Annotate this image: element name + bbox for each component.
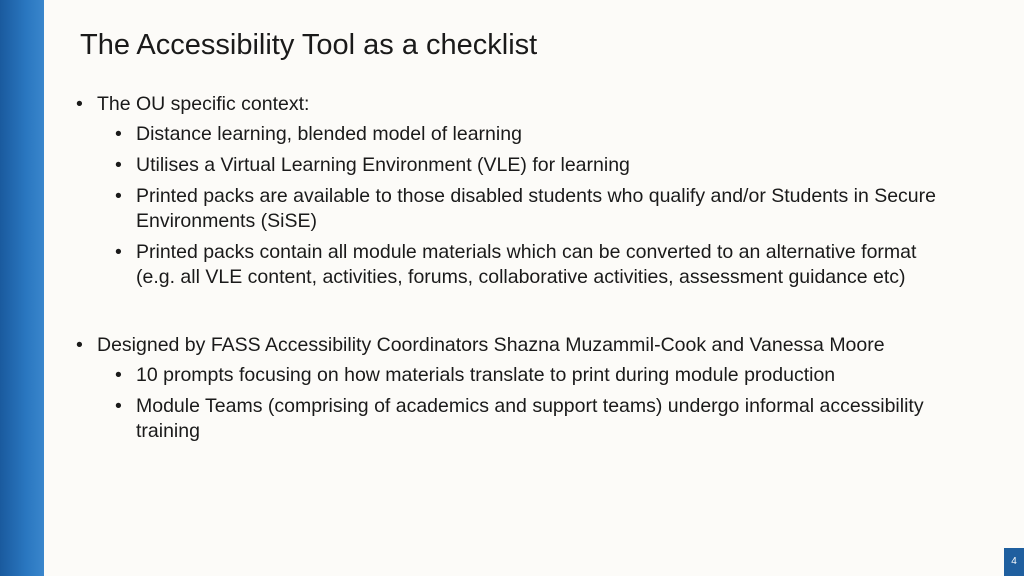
page-number-badge: 4 — [1004, 548, 1024, 576]
sub-bullet-text: 10 prompts focusing on how materials translate to print during module production — [136, 364, 836, 386]
bullet-icon: • — [115, 154, 122, 176]
sub-bullet-point — [97, 240, 956, 290]
sub-bullet-point — [97, 184, 956, 234]
sub-bullet-text: Module Teams (comprising of academics and support teams) undergo informal accessibility training — [136, 395, 924, 442]
bullet-text: The OU specific context: — [97, 93, 310, 115]
bullet-icon: • — [115, 395, 122, 417]
sidebar-accent-bar — [0, 0, 44, 576]
sub-bullet-text: Printed packs contain all module materials which can be converted to an alternative format (e.g. all VLE content, activities, forums, collaborative activities, assessment guidance etc) — [136, 241, 917, 288]
sub-bullet-point — [97, 363, 956, 388]
slide-title: The Accessibility Tool as a checklist — [80, 29, 538, 61]
sub-bullet-text: Utilises a Virtual Learning Environment (VLE) for learning — [136, 154, 630, 176]
bullet-list — [76, 91, 956, 444]
sub-bullet-list — [97, 363, 956, 444]
bullet-icon: • — [115, 241, 122, 263]
bullet-icon: • — [76, 93, 83, 115]
bullet-icon: • — [115, 364, 122, 386]
sub-bullet-point — [97, 122, 956, 147]
sub-bullet-list — [97, 122, 956, 290]
bullet-point — [76, 91, 956, 290]
bullet-icon: • — [76, 334, 83, 356]
bullet-text: Designed by FASS Accessibility Coordinators Shazna Muzammil-Cook and Vanessa Moore — [97, 334, 885, 356]
sub-bullet-text: Distance learning, blended model of learning — [136, 123, 522, 145]
sub-bullet-text: Printed packs are available to those disabled students who qualify and/or Students in Secure Environments (SiSE) — [136, 185, 936, 232]
bullet-icon: • — [115, 185, 122, 207]
slide-content — [76, 91, 956, 450]
sub-bullet-point — [97, 394, 956, 444]
bullet-point — [76, 332, 956, 444]
sub-bullet-point — [97, 153, 956, 178]
bullet-icon: • — [115, 123, 122, 145]
